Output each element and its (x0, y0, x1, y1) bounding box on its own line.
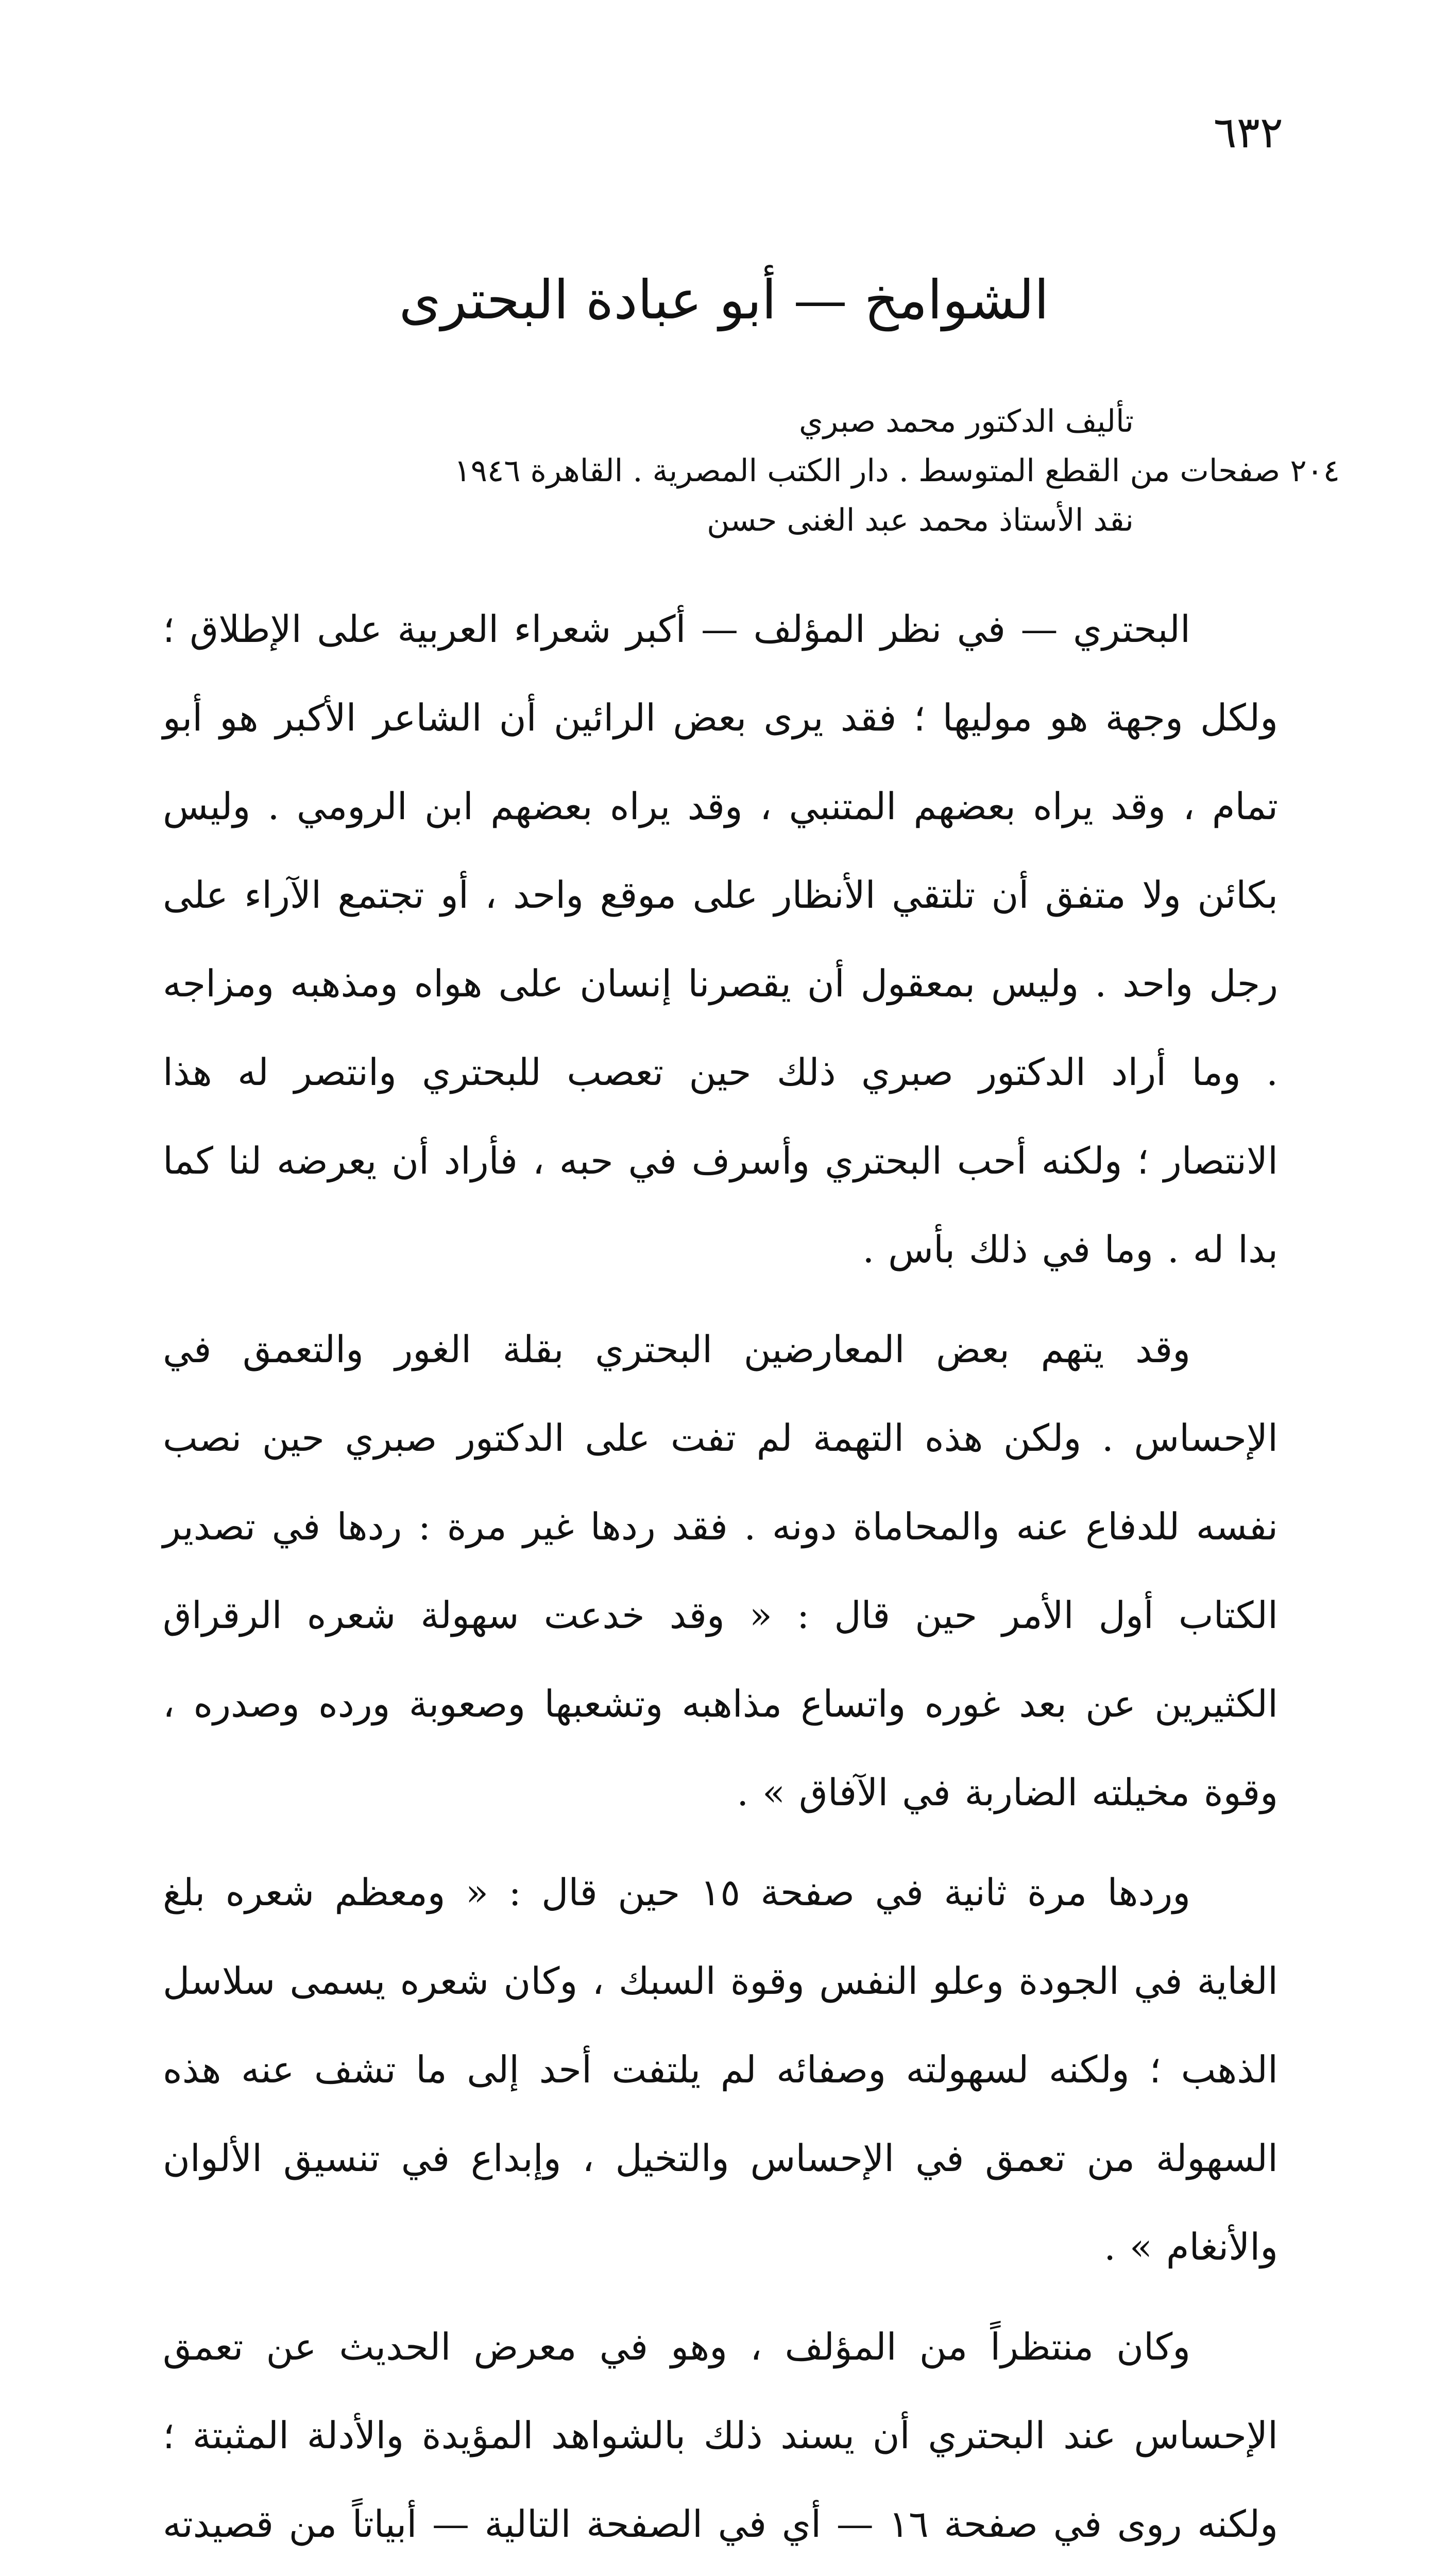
paragraph-2: وقد يتهم بعض المعارضين البحتري بقلة الغور والتعمق في الإحساس . ولكن هذه التهمة لم تفت على الدكتور صبري حين نصب نفسه للدفاع عنه والمحاماة دونه . فقد ردها غير مرة : ردها في تصدير الكتاب أول الأمر حين قال : « وقد خدعت سهولة شعره الرقراق الكثيرين عن بعد غوره واتساع مذاهبه وتشعبها وصعوبة ورده وصدره ، وقوة مخيلته الضاربة في الآفاق » . (163, 1328, 1278, 1814)
paragraph-1: البحتري — في نظر المؤلف — أكبر شعراء العربية على الإطلاق ؛ ولكل وجهة هو موليها ؛ فقد يرى بعض الرائين أن الشاعر الأكبر هو أبو تمام ، وقد يراه بعضهم المتنبي ، وقد يراه بعضهم ابن الرومي . وليس بكائن ولا متفق أن تلتقي الأنظار على موقع واحد ، أو تجتمع الآراء على رجل واحد . وليس بمعقول أن يقصرنا إنسان على هواه ومذهبه ومزاجه . وما أراد الدكتور صبري ذلك حين تعصب للبحتري وانتصر له هذا الانتصار ؛ ولكنه أحب البحتري وأسرف في حبه ، فأراد أن يعرضه لنا كما بدا له . وما في ذلك بأس . (163, 607, 1279, 1271)
article-body (163, 585, 1278, 2576)
page-number: ٦٣٢ (1213, 107, 1283, 158)
article-title: الشوامخ — أبو عبادة البحترى (399, 268, 1049, 331)
publication-line: ٢٠٤ صفحات من القطع المتوسط . دار الكتب المصرية . القاهرة ١٩٤٦ (454, 453, 1340, 489)
paragraph-3: وردها مرة ثانية في صفحة ١٥ حين قال : « ومعظم شعره بلغ الغاية في الجودة وعلو النفس وقوة السبك ، وكان شعره يسمى سلاسل الذهب ؛ ولكنه لسهولته وصفائه لم يلتفت أحد إلى ما تشف عنه هذه السهولة من تعمق في الإحساس والتخيل ، وإبداع في تنسيق الألوان والأنغام » . (163, 1871, 1278, 2268)
bibliographic-info (258, 397, 1340, 545)
critic-line: نقد الأستاذ محمد عبد الغنى حسن (707, 502, 1134, 538)
author-line: تأليف الدكتور محمد صبري (799, 403, 1134, 439)
paragraph-4: وكان منتظراً من المؤلف ، وهو في معرض الحديث عن تعمق الإحساس عند البحتري أن يسند ذلك بالشواهد المؤيدة والأدلة المثبتة ؛ ولكنه روى في صفحة ١٦ — أي في الصفحة التالية — أبياتاً من قصيدته (163, 2325, 1279, 2546)
